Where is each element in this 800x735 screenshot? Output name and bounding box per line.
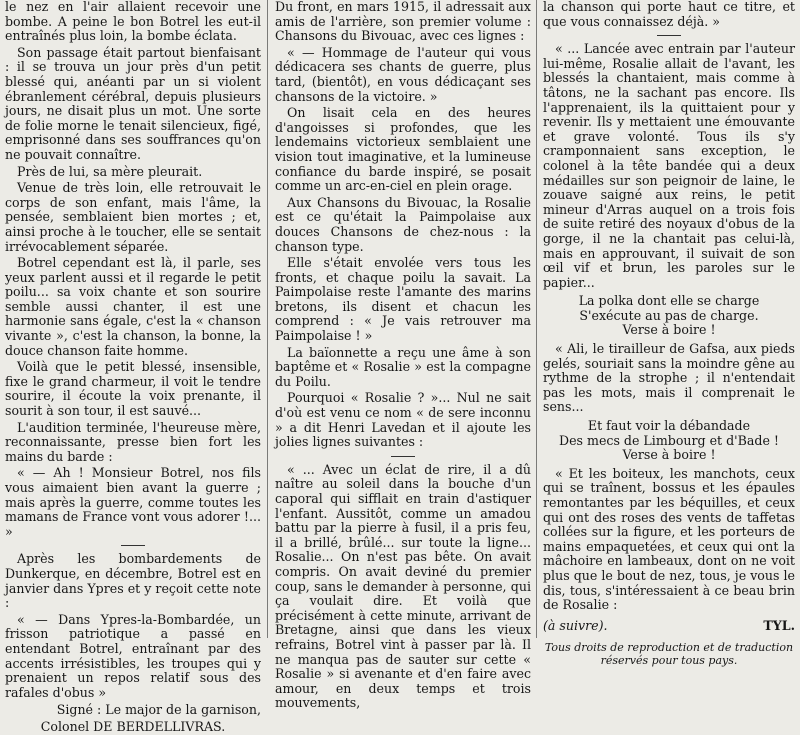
quote-paragraph: « Ali, le tirailleur de Gafsa, aux pieds gelés, souriait sans la moindre gêne au rythme de la strophe ; il n'entendait pas les mots, mais il comprenait le sens... <box>543 341 795 415</box>
quote-paragraph: « Et les boiteux, les manchots, ceux qui se traînent, bossus et les épaules remontantes par les béquilles, et ceux qui ont des roses des vents de taffetas collées sur la figure, et les porteurs de mains empaquetées, et ceux qui ont la mâchoire en lambeaux, dont on ne voit plus que le bout de nez, tous, je vous le dis, tous, s'intéressaient à ce beau brin de Rosalie : <box>543 465 795 613</box>
verse-line: S'exécute au pas de charge. <box>579 307 759 323</box>
paragraph: Après les bombardements de Dunkerque, en décembre, Botrel est en janvier dans Ypres et y reçoit cette note : <box>5 551 261 611</box>
author-signature: TYL. <box>763 617 795 633</box>
paragraph: Botrel cependant est là, il parle, ses yeux parlent aussi et il regarde le petit poilu... sa voix chante et son sourire semble aussi chanter, il est une harmonie sans égale, c'est la « chanson vivante », c'est la chanson, la bonne, la douce chanson faite homme. <box>5 255 261 358</box>
verse-line: Verse à boire ! <box>622 322 716 338</box>
paragraph: On lisait cela en des heures d'angoisses si profondes, que les lendemains victorieux semblaient une vision tout imaginative, et la lumineuse confiance du barde inspiré, se posait comme un arc-en-ciel en plein orage. <box>275 105 531 194</box>
signature-line: Signé : Le major de la garnison, <box>56 702 261 718</box>
quote-paragraph: « ... Lancée avec entrain par l'auteur lui-même, Rosalie allait de l'avant, les blessés la chantaient, mais comme à tâtons, ne la sachant pas encore. Ils l'apprenaient, ils la quittaient pour y revenir. Ils y mettaient une émouvante et grave volonté. Tous ils s'y cramponnaient sans exception, le colonel à la tête bandée qui a deux médailles sur son peignoir de laine, le zouave saigné aux reins, le petit mineur d'Arras auquel on a trois fois de suite retiré des noyaux d'obus de la gorge, il ne la chantait pas celui-là, mais en approuvant, il suivait de son œil vif et brun, les paroles sur le papier... <box>543 41 795 290</box>
column-2 <box>275 0 531 711</box>
verse-line: Des mecs de Limbourg et d'Bade ! <box>558 432 779 448</box>
paragraph: Pourquoi « Rosalie ? »... Nul ne sait d'où est venu ce nom « de sere inconnu » a dit Henri Lavedan et il ajoute les jolies lignes suivantes : <box>275 390 531 450</box>
verse-line: Et faut voir la débandade <box>587 418 751 434</box>
section-separator <box>391 456 415 457</box>
quote-paragraph: « ... Avec un éclat de rire, il a dû naître au soleil dans la bouche d'un caporal qui sifflait en train d'astiquer l'enfant. Aussitôt, comme un amadou battu par la pierre à fusil, il a pris feu, il a brillé, brûlé... sur toute la ligne... Rosalie... On n'est pas bête. On avait compris. On avait deviné du premier coup, sans le demander à personne, qui ça voulait dire. Et voilà que précisément à cette minute, arrivant de Bretagne, ainsi que dans les vieux refrains, Botrel vint à passer par là. Il ne manqua pas de sauter sur cette « Rosalie » si avenante et d'en faire avec amour, en deux temps et trois mouvements, <box>275 461 531 711</box>
quote-paragraph: « — Dans Ypres-la-Bombardée, un frisson patriotique a passé en entendant Botrel, entraînant par des accents irrésistibles, les troupes qui y prenaient un repos relatif sous des rafales d'obus » <box>5 611 261 700</box>
article-end <box>543 619 795 634</box>
verse-line: Verse à boire ! <box>622 447 716 463</box>
paragraph: Aux Chansons du Bivouac, la Rosalie est ce qu'était la Paimpolaise aux douces Chansons de chez-nous : la chanson type. <box>275 194 531 254</box>
paragraph: le nez en l'air allaient recevoir une bombe. A peine le bon Botrel les eut-il entraînés plus loin, la bombe éclata. <box>5 0 261 44</box>
section-separator <box>657 35 681 36</box>
paragraph: la chanson qui porte haut ce titre, et que vous connaissez déjà. » <box>543 0 795 29</box>
column-divider <box>267 0 268 638</box>
column-divider <box>536 0 537 638</box>
verse-block <box>543 419 795 463</box>
section-separator <box>121 545 145 546</box>
paragraph: Près de lui, sa mère pleurait. <box>17 163 203 179</box>
quote-paragraph: « — Ah ! Monsieur Botrel, nos fils vous aimaient bien avant la guerre ; mais après la guerre, comme toutes les mamans de France vont vous adorer !... » <box>5 465 261 539</box>
paragraph: La baïonnette a reçu une âme à son baptême et « Rosalie » est la compagne du Poilu. <box>275 344 531 389</box>
column-1 <box>5 0 261 734</box>
paragraph: Du front, en mars 1915, il adressait aux amis de l'arrière, son premier volume : Chansons du Bivouac, avec ces lignes : <box>275 0 531 44</box>
quote-paragraph: « — Hommage de l'auteur qui vous dédicacera ses chants de guerre, plus tard, (bientôt), en vous dédicaçant ses chansons de la victoire. » <box>275 44 531 104</box>
paragraph: Son passage était partout bienfaisant : il se trouva un jour près d'un petit blessé qui, anéanti par un si violent ébranlement cérébral, depuis plusieurs jours, ne disait plus un mot. Une sorte de folie morne le tenait silencieux, figé, emprisonné dans ses souffrances qu'on ne pouvait connaître. <box>5 44 261 162</box>
verse-line: La polka dont elle se charge <box>578 293 760 309</box>
paragraph: Elle s'était envolée vers tous les fronts, et chaque poilu la savait. La Paimpolaise reste l'amante des marins bretons, ils disent et chacun les comprend : « Je vais retrouver ma Paimpolaise ! » <box>275 255 531 344</box>
paragraph: Venue de très loin, elle retrouvait le corps de son enfant, mais l'âme, la pensée, semblaient bien mortes ; et, ainsi proche à le toucher, elle se sentait irrévocablement séparée. <box>5 180 261 254</box>
rights-notice: Tous droits de reproduction et de traduction réservés pour tous pays. <box>544 641 794 668</box>
paragraph: Voilà que le petit blessé, insensible, fixe le grand charmeur, il voit le tendre sourire, il écoute la voix prenante, il sourit à son tour, il est sauvé... <box>5 359 261 419</box>
verse-block <box>543 294 795 338</box>
to-be-continued: (à suivre). <box>543 617 608 633</box>
column-3 <box>543 0 795 668</box>
signature-name: Colonel DE BERDELLIVRAS. <box>40 718 226 734</box>
paragraph: L'audition terminée, l'heureuse mère, reconnaissante, presse bien fort les mains du barde : <box>5 419 261 464</box>
